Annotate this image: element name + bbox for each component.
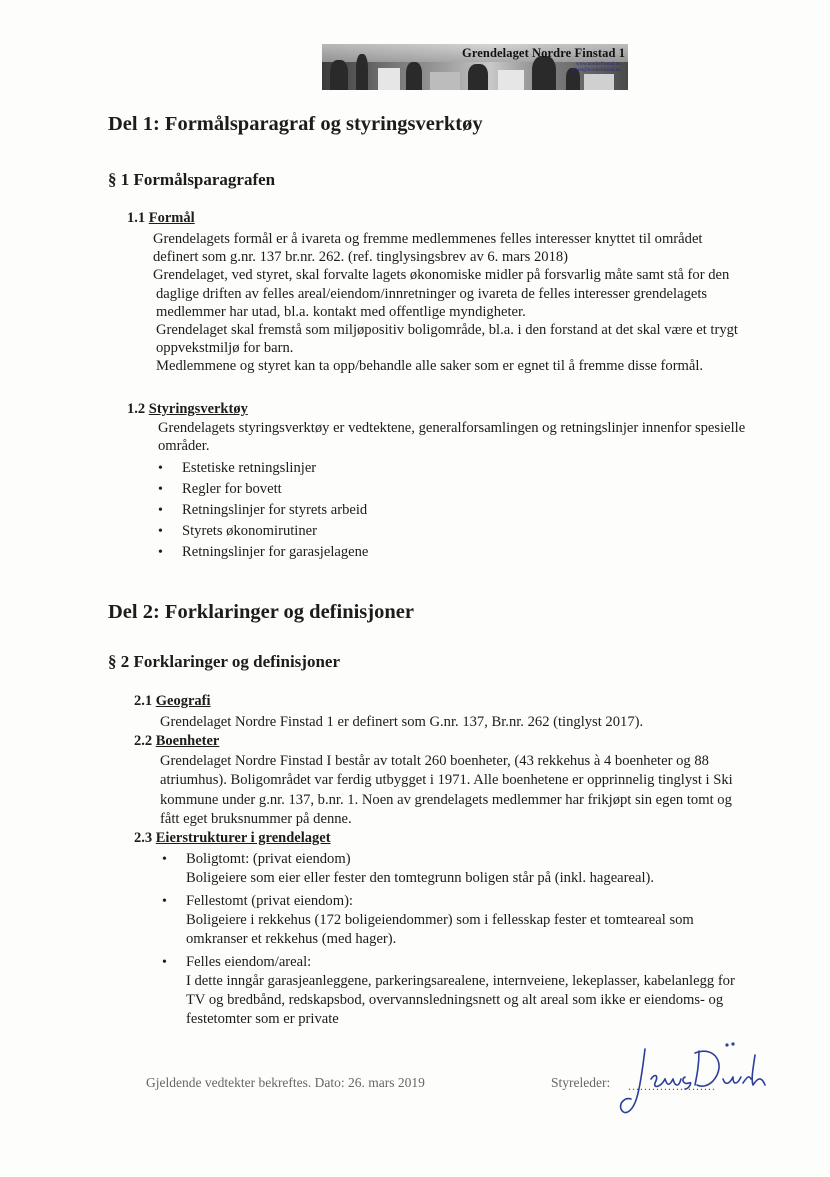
list-item: • Boligtomt: (privat eiendom) Boligeiere som eier eller fester den tomtegrunn boligen står på (inkl. hageareal). [162,850,735,888]
list-item: • Felles eiendom/areal: I dette inngår garasjeanleggene, parkeringsarealene, internveiene, lekeplasser, kabelanlegg for TV og bredbånd, redskapsbod, overvannsledningsnett og alt areal som ikke er eiendoms- og festetomter som er private [162,953,735,1029]
list-item: • Styrets økonomirutiner [158,521,368,542]
header-title: Grendelaget Nordre Finstad 1 [462,46,626,60]
handwritten-signature [615,1035,775,1125]
subsection-1-2-body: Grendelagets styringsverktøy er vedtektene, generalforsamlingen og retningslinjer innenfor spesielle områder. [158,420,746,455]
governance-tools-list [158,458,368,563]
subsection-2-2-body: Grendelaget Nordre Finstad I består av totalt 260 boenheter, (43 rekkehus à 4 boenheter og 88 atriumhus). Boligområdet var ferdig utbygget i 1971. Alle boenhetene er opprinnelig tinglyst i Ski kommune under g.nr. 137, b.nr. 1. Noen av grendelagets medlemmer har frikjøpt sin egen tomt og fått eget bruksnummer på denne. [160,753,733,827]
section2-title: § 2 Forklaringer og definisjoner [108,652,340,671]
signer-label: Styreleder: [551,1075,611,1090]
part2-title: Del 2: Forklaringer og definisjoner [108,601,414,623]
list-item: • Regler for bovett [158,479,368,500]
subsection-2-1-heading: 2.1 Geografi [134,693,211,709]
section1-title: § 1 Formålsparagrafen [108,170,276,189]
part1-title: Del 1: Formålsparagraf og styringsverktøy [108,113,483,135]
subsection-1-1-body: Grendelagets formål er å ivareta og fremme medlemmenes felles interesser knyttet til området definert som g.nr. 137 br.nr. 262. (ref. tinglysingsbrev av 6. mars 2018) Grendelaget, ved styret, skal forvalte lagets økonomiske midler på forsvarlig måte samt stå for den daglige driften av felles areal/eiendom/innretninger og ivareta de felles interesser grendelagets medlemmer har utad, bl.a. kontakt med offentlige myndigheter. Grendelaget skal fremstå som miljøpositiv boligområde, bl.a. i den forstand at det skal være et trygt oppvekstmiljø for barn. Medlemmene og styret kan ta opp/behandle alle saker som er egnet til å fremme disse formål. [153,231,738,375]
ownership-structure-list [162,850,735,1033]
list-item: • Fellestomt (privat eiendom): Boligeiere i rekkehus (172 boligeiendommer) som i fellesskap fester et tomteareal som omkranser et rekkehus (med hager). [162,892,735,949]
list-item: • Estetiske retningslinjer [158,458,368,479]
subsection-1-1-heading: 1.1 Formål [127,210,195,226]
signature-line: ...................... [628,1079,716,1093]
subsection-2-3-heading: 2.3 Eierstrukturer i grendelaget [134,830,331,846]
list-item: • Retningslinjer for garasjelagene [158,542,368,563]
header-contact: www.nordrefinstad.no styret@nordrefinstad.no [572,62,621,73]
list-item: • Retningslinjer for styrets arbeid [158,500,368,521]
subsection-1-2-heading: 1.2 Styringsverktøy [127,401,248,417]
subsection-2-1-body: Grendelaget Nordre Finstad 1 er definert som G.nr. 137, Br.nr. 262 (tinglyst 2017). [160,714,644,730]
subsection-2-2-heading: 2.2 Boenheter [134,733,220,749]
confirmation-text: Gjeldende vedtekter bekreftes. Dato: 26. mars 2019 [146,1075,425,1090]
